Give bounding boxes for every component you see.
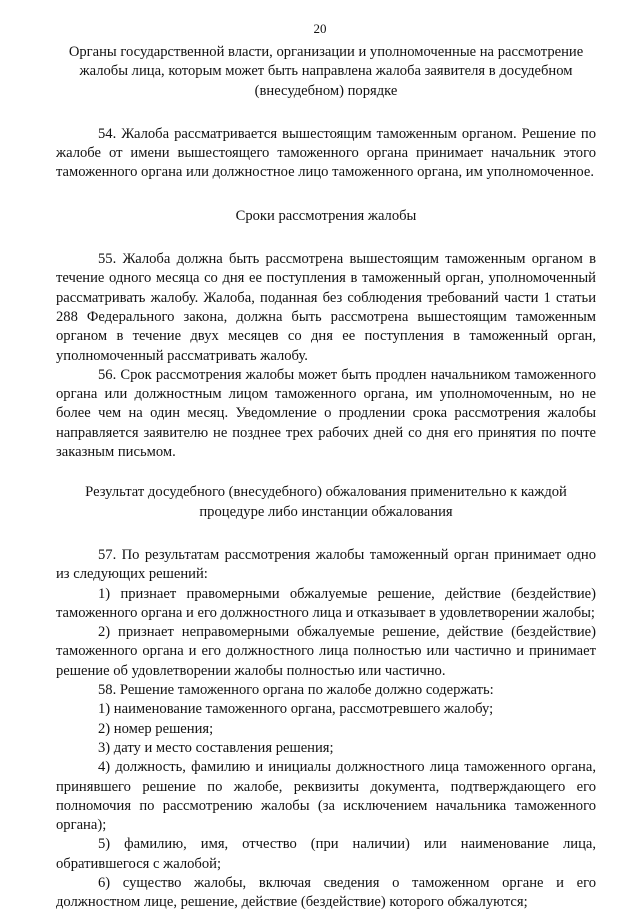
paragraph-56: 56. Срок рассмотрения жалобы может быть продлен начальником таможенного органа или должностным лицом таможенного органа, им уполномоченным, но не более чем на один месяц. Уведомление о продлении срока рассмотрения жалобы направляется заявителю не позднее трех рабочих дней со дня его принятия по почте заказным письмом. xyxy=(56,366,596,461)
section-heading-appeal-bodies: Органы государственной власти, организации и уполномоченные на рассмотрение жалобы лица, которым может быть направлена жалоба заявителя в досудебном (внесудебном) порядке xyxy=(68,44,584,99)
paragraph-57: 57. По результатам рассмотрения жалобы таможенный орган принимает одно из следующих решений: xyxy=(56,546,596,583)
paragraph-58-item-1: 1) наименование таможенного органа, рассмотревшего жалобу; xyxy=(98,701,494,718)
section-heading-appeal-result: Результат досудебного (внесудебного) обжалования применительно к каждой процедуре либо инстанции обжалования xyxy=(85,484,567,520)
paragraph-55: 55. Жалоба должна быть рассмотрена вышестоящим таможенным органом в течение одного месяца со дня ее поступления в таможенный орган, уполномоченный рассматривать жалобу. Жалоба, поданная без соблюдения требований части 1 статьи 288 Федерального закона, должна быть рассмотрена вышестоящим таможенным органом в течение двух месяцев со дня ее поступления в таможенный орган, уполномоченный рассматривать жалобу. xyxy=(56,251,596,364)
paragraph-58: 58. Решение таможенного органа по жалобе должно содержать: xyxy=(98,682,494,699)
paragraph-54: 54. Жалоба рассматривается вышестоящим таможенным органом. Решение по жалобе от имени вышестоящего таможенного органа принимает начальник этого таможенного органа или должностное лицо таможенного органа, им уполномоченное. xyxy=(56,125,596,181)
paragraph-57-item-1: 1) признает правомерными обжалуемые решение, действие (бездействие) таможенного органа и его должностного лица и отказывает в удовлетворении жалобы; xyxy=(56,585,596,621)
paragraph-58-item-6: 6) существо жалобы, включая сведения о таможенном органе и его должностном лице, решение, действие (бездействие) которого обжалуются; xyxy=(56,874,596,911)
paragraph-57-item-2: 2) признает неправомерными обжалуемые решение, действие (бездействие) таможенного органа и его должностного лица полностью или частично и принимает решение об удовлетворении жалобы полностью или частично. xyxy=(56,624,596,679)
paragraph-58-item-3: 3) дату и место составления решения; xyxy=(98,739,334,756)
paragraph-58-item-4: 4) должность, фамилию и инициалы должностного лица таможенного органа, принявшего решение по жалобе, реквизиты документа, подтверждающего его полномочия по рассмотрению жалобы (за исключением начальника таможенного органа); xyxy=(56,759,596,834)
section-heading-appeal-terms: Сроки рассмотрения жалобы xyxy=(235,207,417,224)
page-content xyxy=(56,43,596,913)
paragraph-58-item-2: 2) номер решения; xyxy=(98,720,214,737)
page-number: 20 xyxy=(313,21,327,36)
paragraph-58-item-5: 5) фамилию, имя, отчество (при наличии) или наименование лица, обратившегося с жалобой; xyxy=(56,836,596,872)
